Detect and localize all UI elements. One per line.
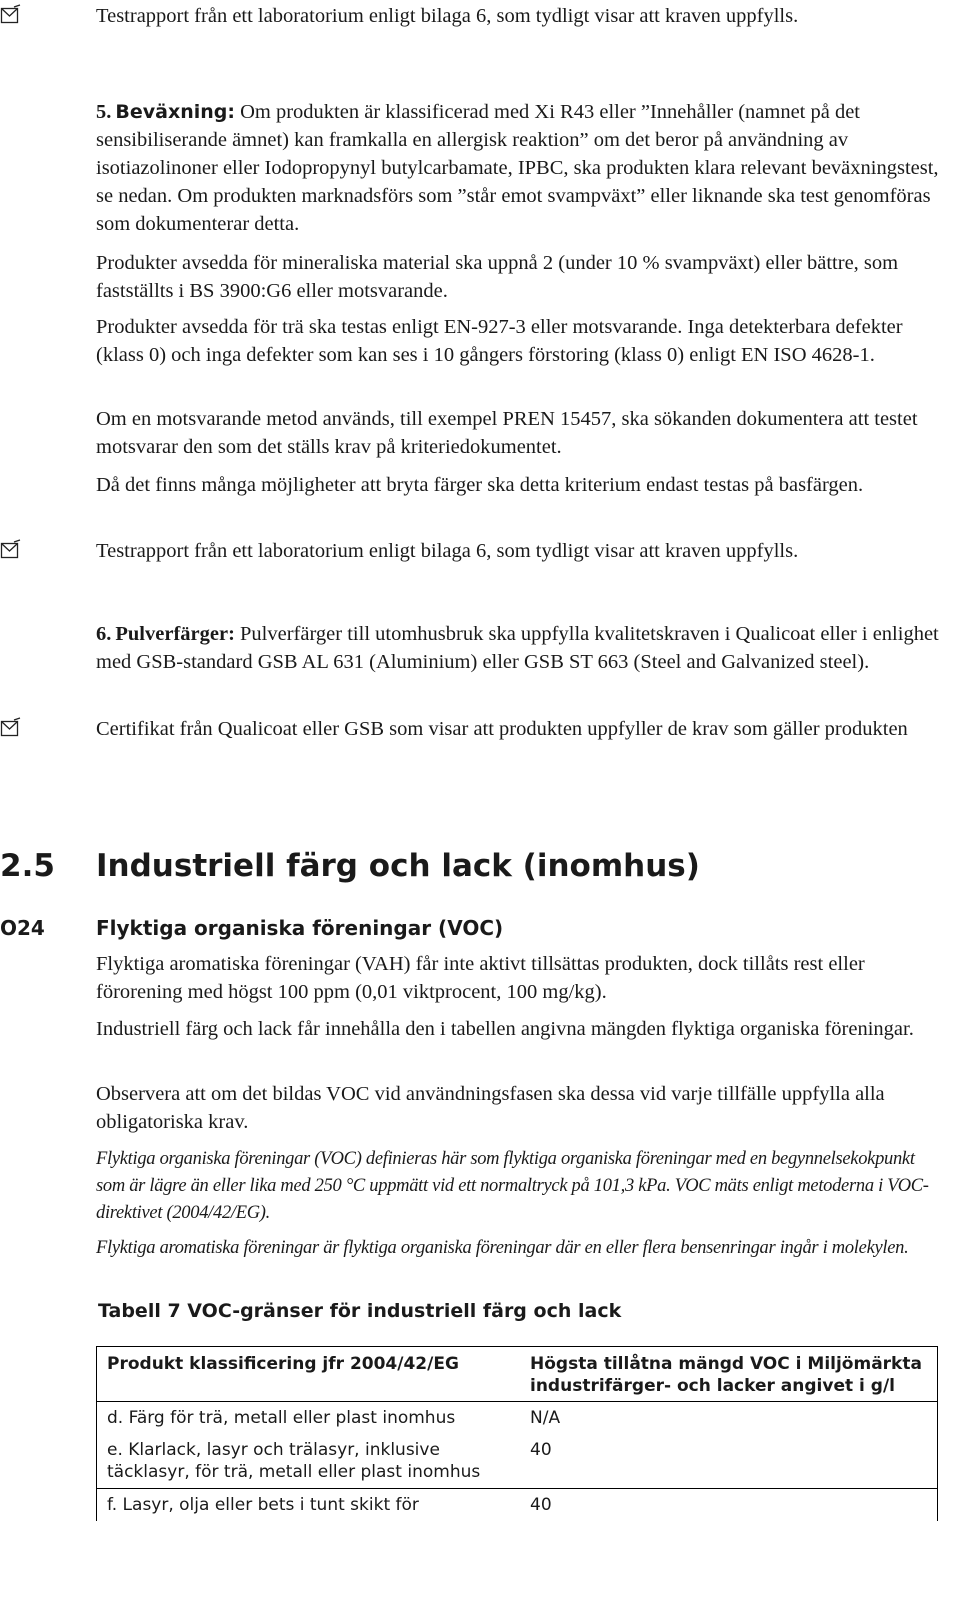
table-header-row — [97, 1347, 938, 1402]
o24-note-2: Flyktiga aromatiska föreningar är flyktiga organiska föreningar där en eller flera bensenringar ingår i molekylen. — [96, 1238, 909, 1258]
section-5-bullet-text: Testrapport från ett laboratorium enligt bilaga 6, som tydligt visar att kraven uppfylls. — [96, 540, 799, 562]
top-bullet-text: Testrapport från ett laboratorium enligt bilaga 6, som tydligt visar att kraven uppfylls. — [96, 5, 799, 27]
section-5-number: 5. — [96, 101, 112, 123]
checkbox-icon — [0, 717, 22, 739]
table-row — [97, 1402, 938, 1435]
voc-table — [96, 1346, 938, 1521]
section-5 — [96, 98, 946, 238]
section-5-title: Beväxning: — [115, 101, 235, 123]
section-5-text: Om produkten är klassificerad med Xi R43 eller ”Innehåller (namnet på det sensibiliserande ämnet) kan framkalla en allergisk reaktion” om det beror på användning av isotiazolinoner eller Iodopropynyl butylcarbamate, IPBC, ska produkten klara relevant beväxningstest, se nedan. Om produkten marknadsförs som ”står emot svampväxt” eller liknande ska test genomföras som dokumenterar detta. — [96, 101, 939, 235]
table-caption: Tabell 7 VOC-gränser för industriell färg och lack — [98, 1300, 622, 1322]
o24-paragraph-1: Flyktiga aromatiska föreningar (VAH) får inte aktivt tillsättas produkten, dock tillåts rest eller förorening med högst 100 ppm (0,01 viktprocent, 100 mg/kg). — [96, 953, 865, 1003]
table-cell: e. Klarlack, lasyr och trälasyr, inklusive täcklasyr, för trä, metall eller plast inomhus — [97, 1434, 513, 1489]
table-cell: d. Färg för trä, metall eller plast inomhus — [97, 1402, 513, 1435]
section-6 — [96, 620, 946, 676]
table-header-cell: Högsta tillåtna mängd VOC i Miljömärkta industrifärger- och lacker angivet i g/l — [512, 1347, 938, 1402]
checkbox-icon — [0, 4, 22, 26]
section-6-text: Pulverfärger till utomhusbruk ska uppfylla kvalitetskraven i Qualicoat eller i enlighet med GSB-standard GSB AL 631 (Aluminium) eller GSB ST 663 (Steel and Galvanized steel). — [96, 623, 939, 673]
o24-paragraph-3: Observera att om det bildas VOC vid användningsfasen ska dessa vid varje tillfälle uppfylla alla obligatoriska krav. — [96, 1083, 885, 1133]
table-cell: 40 — [512, 1434, 938, 1489]
o24-note-1: Flyktiga organiska föreningar (VOC) definieras här som flyktiga organiska föreningar med en begynnelsekokpunkt som är lägre än eller lika med 250 °C uppmätt vid ett normaltryck på 101,3 kPa. VOC mäts enligt metoderna i VOC-direktivet (2004/42/EG). — [96, 1149, 929, 1223]
section-5-paragraph-5: Då det finns många möjligheter att bryta färger ska detta kriterium endast testas på basfärgen. — [96, 474, 864, 496]
section-5-paragraph-1 — [96, 98, 946, 238]
heading-number: 2.5 — [0, 848, 55, 884]
table-cell: 40 — [512, 1489, 938, 1522]
subheading-title: Flyktiga organiska föreningar (VOC) — [96, 916, 504, 940]
table-header-cell: Produkt klassificering jfr 2004/42/EG — [97, 1347, 513, 1402]
section-6-bullet-text: Certifikat från Qualicoat eller GSB som visar att produkten uppfyller de krav som gäller produkten — [96, 718, 908, 740]
table-row — [97, 1434, 938, 1489]
section-6-title: Pulverfärger: — [115, 623, 235, 645]
section-6-paragraph-1 — [96, 620, 946, 676]
table-cell: N/A — [512, 1402, 938, 1435]
table-row — [97, 1489, 938, 1522]
section-5-paragraph-3: Produkter avsedda för trä ska testas enligt EN-927-3 eller motsvarande. Inga detekterbara defekter (klass 0) och inga defekter som kan ses i 10 gångers förstoring (klass 0) enligt EN ISO 4628-1. — [96, 316, 903, 366]
heading-title: Industriell färg och lack (inomhus) — [96, 848, 700, 884]
checkbox-icon — [0, 539, 22, 561]
section-5-paragraph-4: Om en motsvarande metod används, till exempel PREN 15457, ska sökanden dokumentera att testet motsvarar den som det ställs krav på kriteriedokumentet. — [96, 408, 918, 458]
table-cell: f. Lasyr, olja eller bets i tunt skikt för — [97, 1489, 513, 1522]
o24-paragraph-2: Industriell färg och lack får innehålla den i tabellen angivna mängden flyktiga organiska föreningar. — [96, 1018, 914, 1040]
section-6-number: 6. — [96, 623, 112, 645]
subheading-number: O24 — [0, 916, 45, 940]
section-5-paragraph-2: Produkter avsedda för mineraliska material ska uppnå 2 (under 10 % svampväxt) eller bättre, som fastställts i BS 3900:G6 eller motsvarande. — [96, 252, 899, 302]
